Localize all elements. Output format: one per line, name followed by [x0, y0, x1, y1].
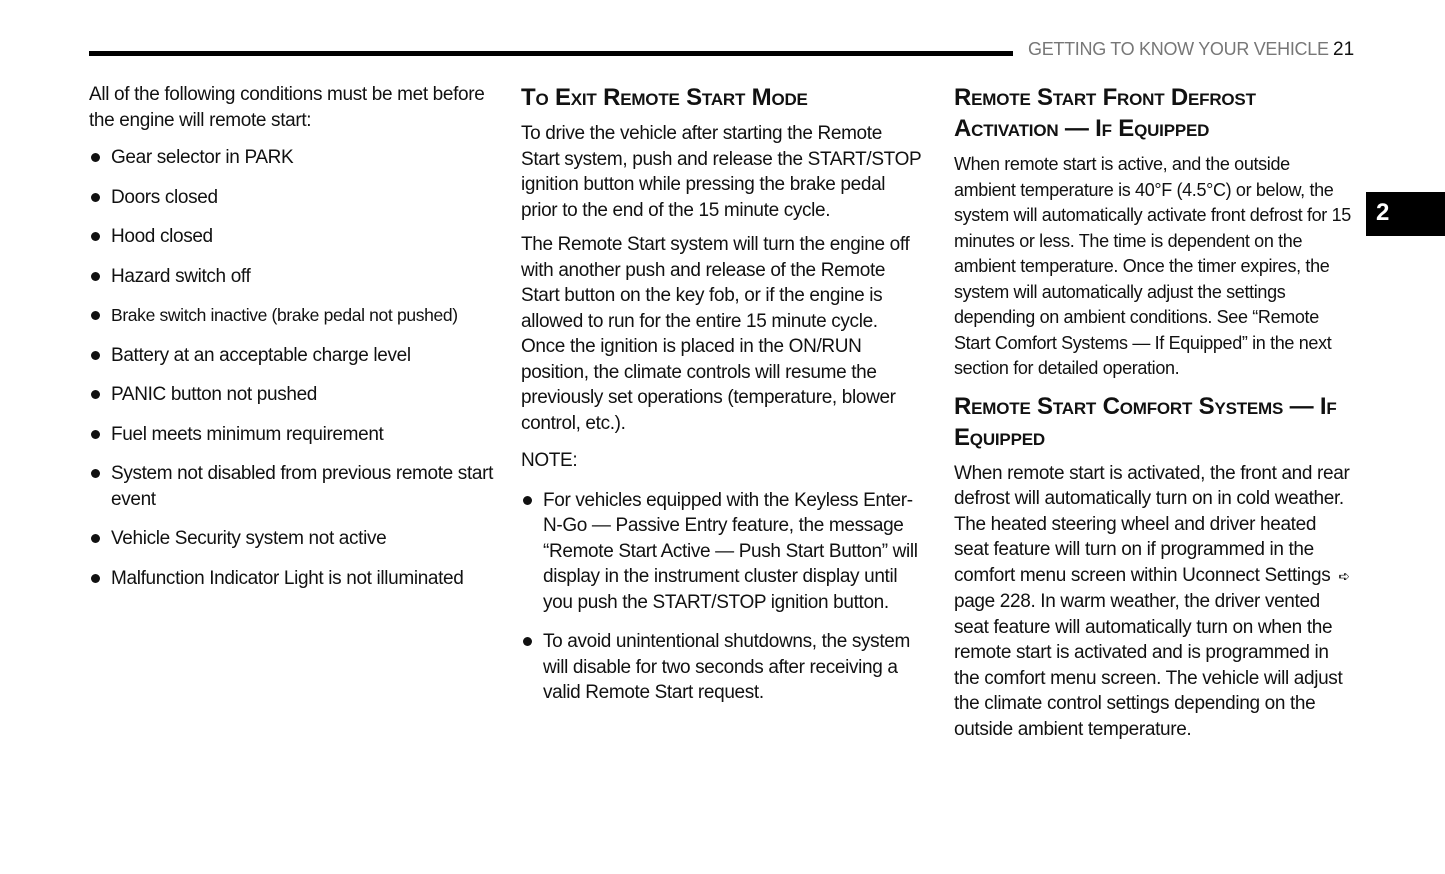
page-number: 21 — [1333, 39, 1355, 60]
column-comfort-systems — [954, 82, 1354, 751]
note-label: NOTE: — [521, 450, 578, 471]
list-item: PANIC button not pushed — [89, 382, 504, 408]
paragraph: The Remote Start system will turn the engine off with another push and release of the Remote Start button on the key fob, or if the engine is allowed to run for the entire 15 minute cycle. Once the ignition is placed in the ON/RUN position, the climate controls will resume the previously set operations (temperature, blower control, etc.). — [521, 234, 910, 434]
list-item: For vehicles equipped with the Keyless Enter-N-Go — Passive Entry feature, the message “Remote Start Active — Push Start Button” will display in the instrument cluster display until you push the START/STOP ignition button. — [521, 488, 923, 616]
list-item: Gear selector in PARK — [89, 145, 504, 171]
paragraph: To drive the vehicle after starting the Remote Start system, push and release the START/STOP ignition button while pressing the brake pedal prior to the end of the 15 minute cycle. — [521, 123, 921, 221]
page-reference-arrow-icon: ➪ — [1338, 567, 1350, 584]
list-item: To avoid unintentional shutdowns, the system will disable for two seconds after receiving a valid Remote Start request. — [521, 629, 923, 706]
list-item: Hood closed — [89, 224, 504, 250]
list-item: Vehicle Security system not active — [89, 526, 504, 552]
list-item: Brake switch inactive (brake pedal not pushed) — [89, 303, 504, 329]
running-title: GETTING TO KNOW YOUR VEHICLE — [1028, 39, 1329, 59]
page-reference-link[interactable]: page 228 — [954, 591, 1031, 612]
header-rule — [89, 51, 1013, 56]
section-heading: To Exit Remote Start Mode — [521, 84, 808, 111]
list-item: Fuel meets minimum requirement — [89, 422, 504, 448]
chapter-tab: 2 — [1366, 192, 1445, 236]
section-heading: Remote Start Front Defrost Activation — If Equipped — [954, 84, 1256, 142]
intro-text: All of the following conditions must be met before the engine will remote start: — [89, 84, 485, 131]
paragraph-text: When remote start is activated, the front and rear defrost will automatically turn on in cold weather. The heated steering wheel and driver heated seat feature will turn on if programmed in the comfort menu screen within Uconnect Settings — [954, 462, 1350, 586]
list-item: Battery at an acceptable charge level — [89, 343, 504, 369]
paragraph: When remote start is active, and the outside ambient temperature is 40°F (4.5°C) or below, the system will automatically activate front defrost for 15 minutes or less. The time is dependent on the ambient temperature. Once the timer expires, the system will automatically adjust the settings depending on ambient conditions. See “Remote Start Comfort Systems — If Equipped” in the next section for detailed operation. — [954, 154, 1351, 378]
paragraph-text: . In warm weather, the driver vented seat feature will automatically turn on when the remote start is activated and is programmed in the comfort menu screen. The vehicle will adjust the climate control settings depending on the outside ambient temperature. — [954, 591, 1343, 740]
list-item: Hazard switch off — [89, 264, 504, 290]
paragraph — [954, 461, 1354, 743]
column-exit-remote-start — [521, 82, 923, 720]
conditions-list — [89, 145, 504, 591]
note-list — [521, 488, 923, 706]
column-conditions — [89, 82, 504, 605]
list-item: System not disabled from previous remote start event — [89, 461, 504, 512]
section-heading: Remote Start Comfort Systems — If Equipped — [954, 392, 1337, 451]
list-item: Malfunction Indicator Light is not illuminated — [89, 566, 504, 592]
list-item: Doors closed — [89, 185, 504, 211]
